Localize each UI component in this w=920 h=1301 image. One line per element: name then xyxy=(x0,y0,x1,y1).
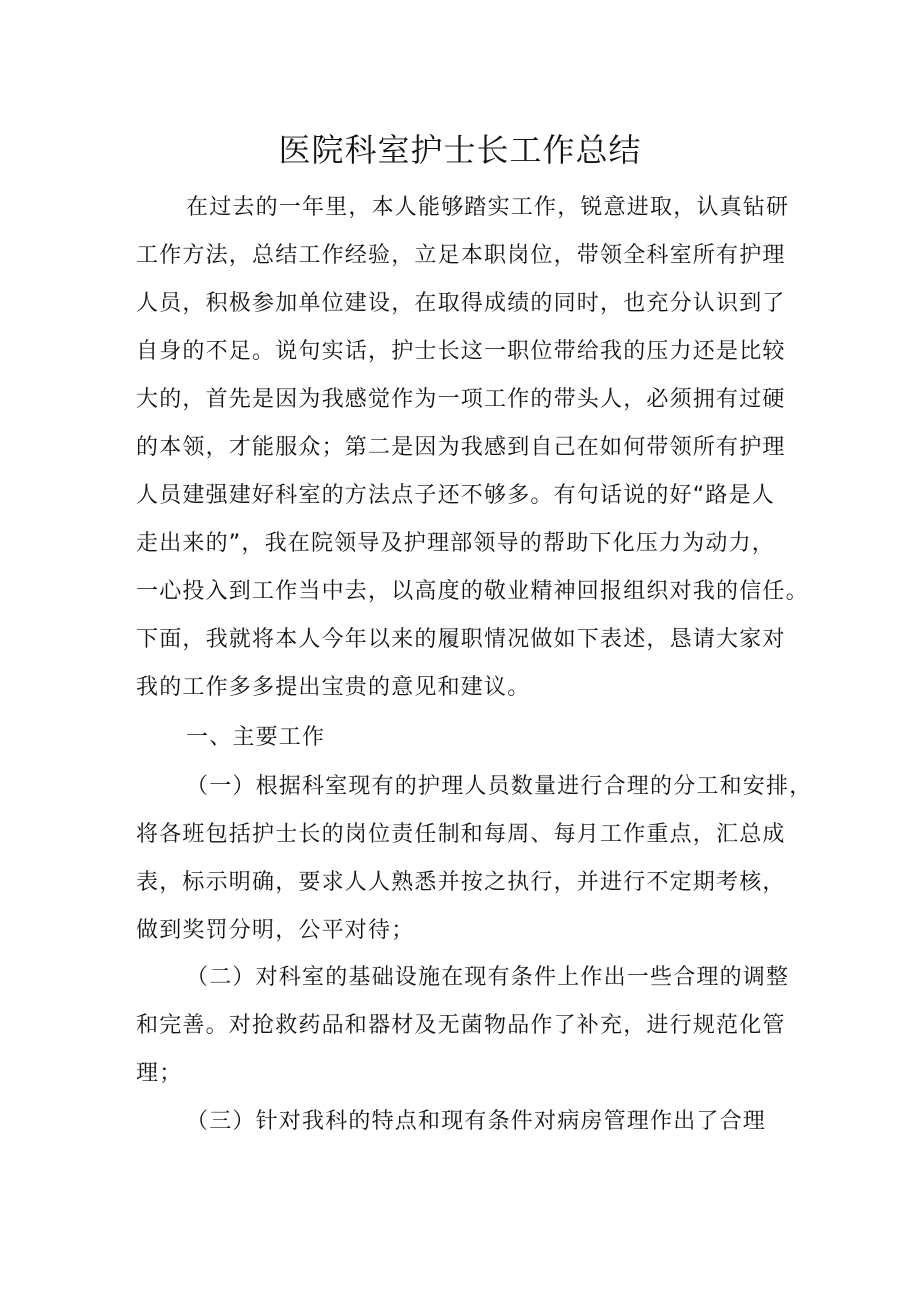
paragraph-line: 和完善。对抢救药品和器材及无菌物品作了补充，进行规范化管 xyxy=(136,1013,786,1038)
paragraph-line: 一心投入到工作当中去，以高度的敬业精神回报组织对我的信任。 xyxy=(136,579,809,604)
paragraph-line: 人员建强建好科室的方法点子还不够多。有句话说的好“路是人 xyxy=(136,483,775,508)
paragraph-line: 表，标示明确，要求人人熟悉并按之执行，并进行不定期考核， xyxy=(136,870,786,895)
paragraph-line: 做到奖罚分明，公平对待； xyxy=(136,918,415,943)
paragraph-line: （一）根据科室现有的护理人员数量进行合理的分工和安排， xyxy=(186,774,813,799)
paragraph-line: 大的，首先是因为我感觉作为一项工作的带头人，必须拥有过硬 xyxy=(136,387,786,412)
paragraph-line: 自身的不足。说句实话，护士长这一职位带给我的压力还是比较 xyxy=(136,339,786,364)
paragraph-line: 将各班包括护士长的岗位责任制和每周、每月工作重点，汇总成 xyxy=(136,822,786,847)
paragraph-line: 人员，积极参加单位建设，在取得成绩的同时，也充分认识到了 xyxy=(136,291,786,316)
paragraph-line: 下面，我就将本人今年以来的履职情况做如下表述，恳请大家对 xyxy=(136,627,786,652)
section-heading: 一、主要工作 xyxy=(186,725,326,750)
paragraph-line: （三）针对我科的特点和现有条件对病房管理作出了合理 xyxy=(186,1109,767,1134)
paragraph-line: 的本领，才能服众；第二是因为我感到自己在如何带领所有护理 xyxy=(136,435,786,460)
paragraph-line: 我的工作多多提出宝贵的意见和建议。 xyxy=(136,675,531,700)
document-title: 医院科室护士长工作总结 xyxy=(278,131,642,169)
paragraph-line: 理； xyxy=(136,1061,183,1086)
paragraph-line: 工作方法，总结工作经验，立足本职岗位，带领全科室所有护理 xyxy=(136,243,786,268)
paragraph-line: 走出来的”，我在院领导及护理部领导的帮助下化压力为动力， xyxy=(136,531,775,556)
paragraph-line: 在过去的一年里，本人能够踏实工作，锐意进取，认真钻研 xyxy=(186,195,790,220)
paragraph-line: （二）对科室的基础设施在现有条件上作出一些合理的调整 xyxy=(186,965,790,990)
